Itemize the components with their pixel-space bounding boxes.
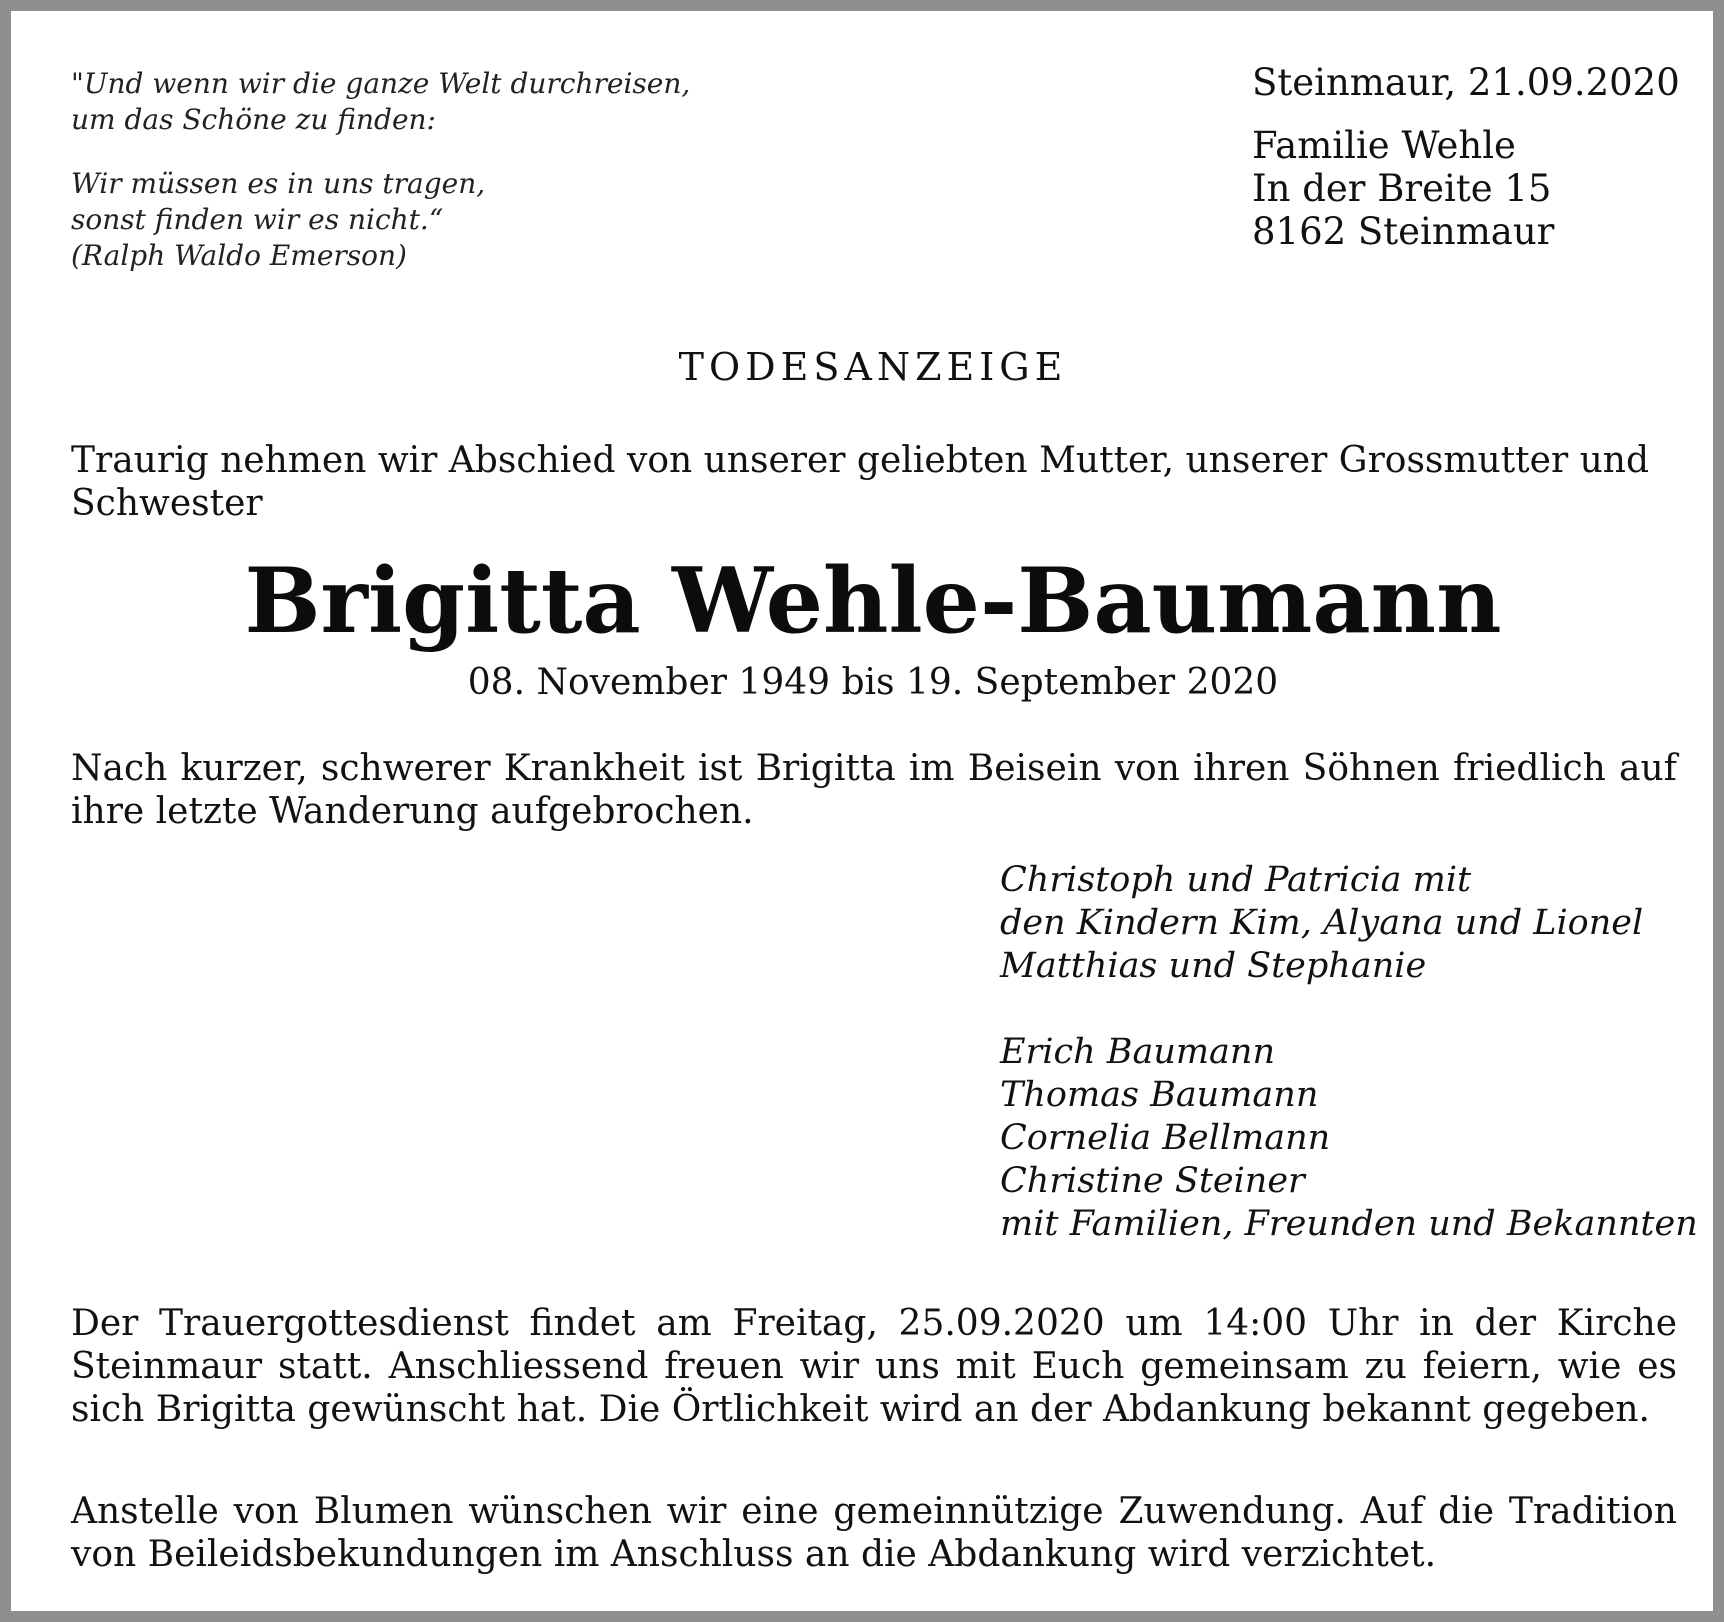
mourner-line: Erich Baumann [1000,1032,1276,1072]
sender-street: In der Breite 15 [1252,167,1552,210]
epigraph-quote [71,66,711,274]
deceased-name: Brigitta Wehle-Baumann [244,548,1502,654]
sender-block [1252,61,1692,253]
mourner-line: Christoph und Patricia mit [1000,860,1472,900]
mourner-line: mit Familien, Freunden und Bekannten [1000,1204,1698,1244]
quote-line: um das Schöne zu finden: [71,103,436,136]
notice-heading: TODESANZEIGE [678,345,1068,389]
quote-line: Wir müssen es in uns tragen, [71,167,486,200]
death-paragraph: Nach kurzer, schwerer Krankheit ist Brigitta im Beisein von ihren Söhnen friedlich auf ihre letzte Wanderung aufgebrochen. [71,748,1677,832]
mourner-line: den Kindern Kim, Alyana und Lionel [1000,903,1644,943]
quote-line: sonst finden wir es nicht.“ [71,203,444,236]
quote-author: (Ralph Waldo Emerson) [71,239,407,272]
sender-city: 8162 Steinmaur [1252,210,1555,253]
mourner-line: Thomas Baumann [1000,1075,1319,1115]
donation-paragraph: Anstelle von Blumen wünschen wir eine gemeinnützige Zuwendung. Auf die Tradition von Beileidsbekundungen im Anschluss an die Abdankung wird verzichtet. [71,1491,1677,1575]
mourners-list [1000,859,1698,1246]
sender-family: Familie Wehle [1252,124,1516,167]
mourner-line: Cornelia Bellmann [1000,1118,1331,1158]
mourner-line: Christine Steiner [1000,1161,1305,1201]
intro-text: Traurig nehmen wir Abschied von unserer geliebten Mutter, unserer Grossmutter und Schwester [71,440,1650,524]
quote-line: "Und wenn wir die ganze Welt durchreisen, [71,67,691,100]
life-dates: 08. November 1949 bis 19. September 2020 [467,662,1279,703]
mourner-line: Matthias und Stephanie [1000,946,1427,986]
place-date: Steinmaur, 21.09.2020 [1252,61,1680,104]
service-paragraph: Der Trauergottesdienst findet am Freitag, 25.09.2020 um 14:00 Uhr in der Kirche Steinmaur statt. Anschliessend freuen wir uns mit Euch gemeinsam zu feiern, wie es sich Brigitta gewünscht hat. Die Örtlichkeit wird an der Abdankung bekannt gegeben. [71,1303,1677,1430]
